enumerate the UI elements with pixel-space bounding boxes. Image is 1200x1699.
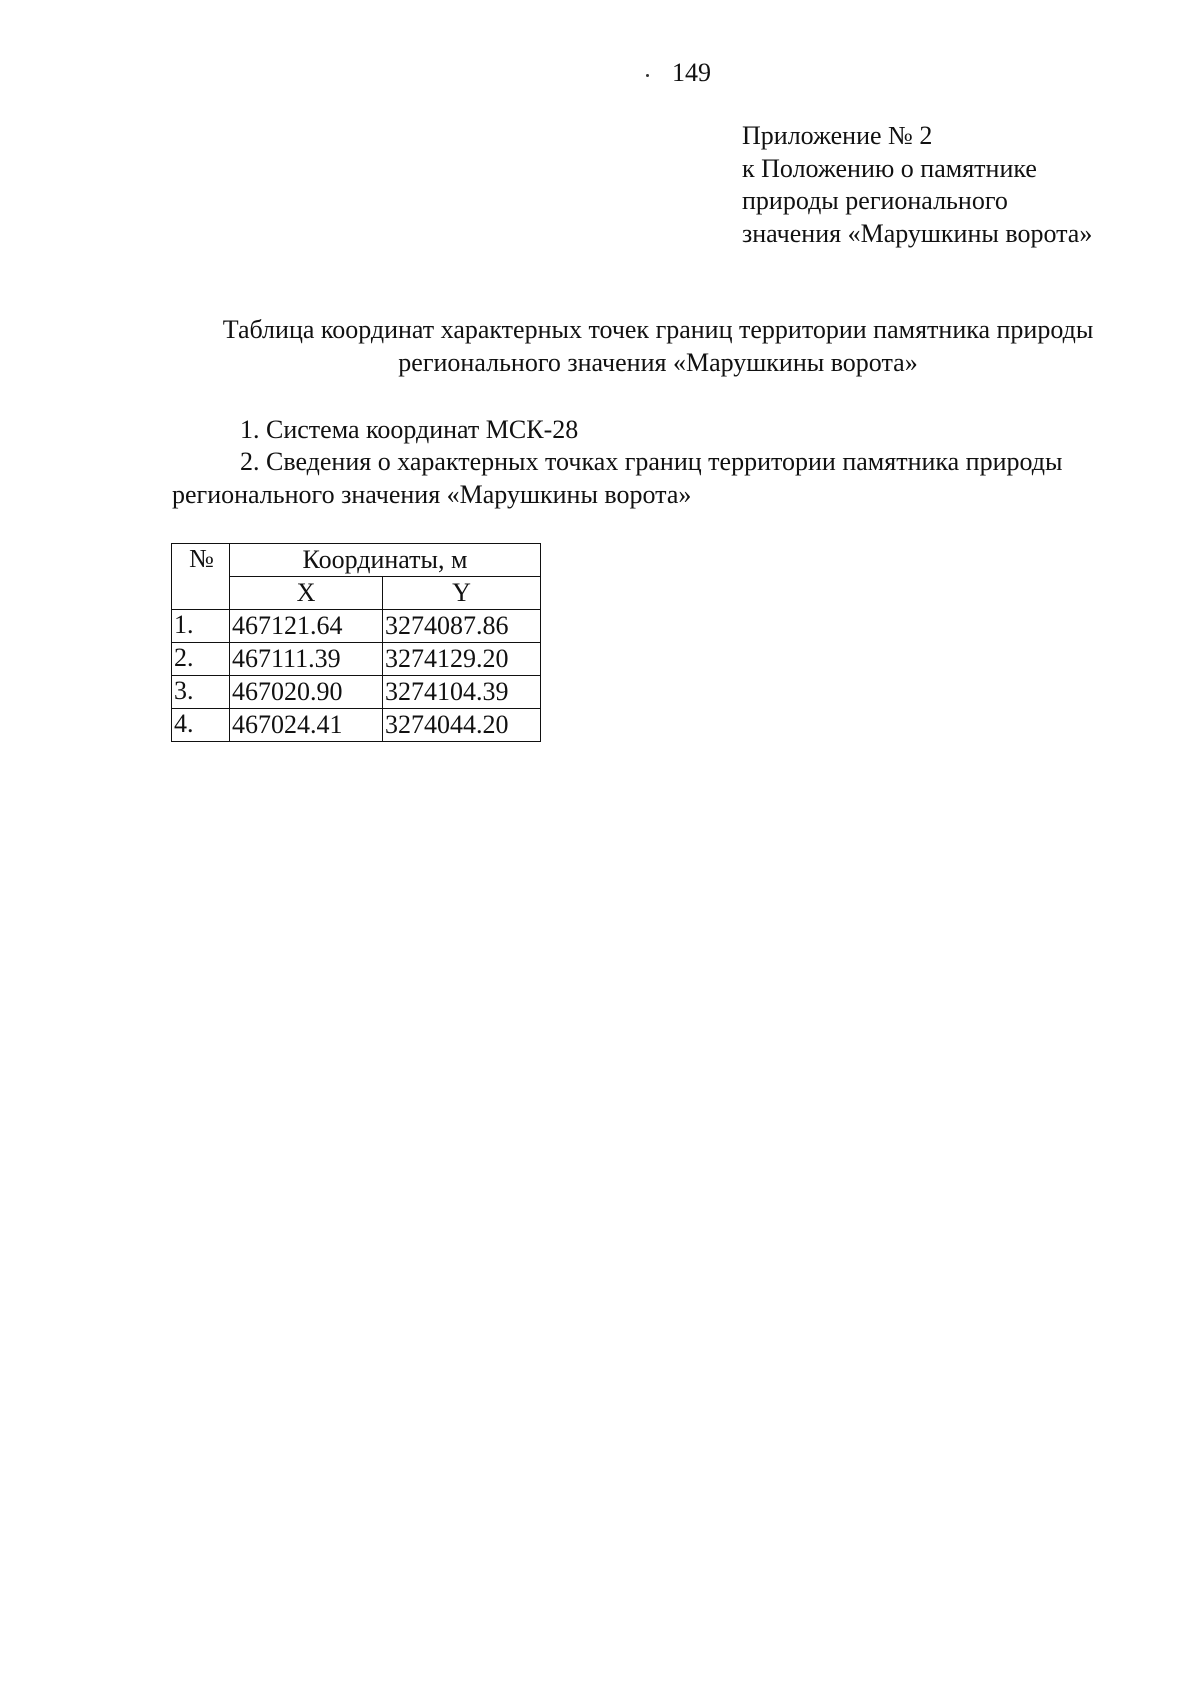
row-x: 467020.90 — [230, 676, 383, 709]
row-y: 3274104.39 — [383, 676, 541, 709]
item-points-info-continued: регионального значения «Марушкины ворота» — [172, 480, 692, 509]
appendix-line: природы регионального — [742, 186, 1008, 215]
row-x: 467121.64 — [230, 610, 383, 643]
item-coordinate-system: 1. Система координат МСК-28 — [240, 415, 579, 444]
row-y: 3274044.20 — [383, 709, 541, 742]
appendix-line: к Положению о памятнике — [742, 153, 1037, 183]
item-points-info: 2. Сведения о характерных точках границ территории памятника природы — [240, 447, 1063, 476]
row-y: 3274087.86 — [383, 610, 541, 643]
row-number: 1. — [172, 610, 230, 643]
table-row — [172, 610, 541, 643]
page-number: 149 — [672, 58, 711, 87]
row-y: 3274129.20 — [383, 643, 541, 676]
header-y: Y — [383, 577, 541, 610]
row-number: 3. — [172, 676, 230, 709]
header-x: X — [230, 577, 383, 610]
row-x: 467024.41 — [230, 709, 383, 742]
coordinates-table — [171, 543, 541, 742]
header-coordinates: Координаты, м — [230, 544, 541, 577]
row-number: 4. — [172, 709, 230, 742]
appendix-block — [742, 120, 1092, 250]
title-line: Таблица координат характерных точек границ территории памятника природы — [222, 315, 1094, 344]
title-line: регионального значения «Марушкины ворота» — [398, 347, 918, 377]
appendix-line: значения «Марушкины ворота» — [742, 218, 1093, 248]
table-row — [172, 643, 541, 676]
appendix-line: Приложение № 2 — [742, 121, 933, 150]
header-number: № — [172, 544, 230, 610]
row-number: 2. — [172, 643, 230, 676]
scan-dot — [646, 74, 649, 77]
document-title — [160, 314, 1156, 379]
table-row — [172, 676, 541, 709]
table-row — [172, 709, 541, 742]
row-x: 467111.39 — [230, 643, 383, 676]
table-header-row — [172, 544, 541, 577]
